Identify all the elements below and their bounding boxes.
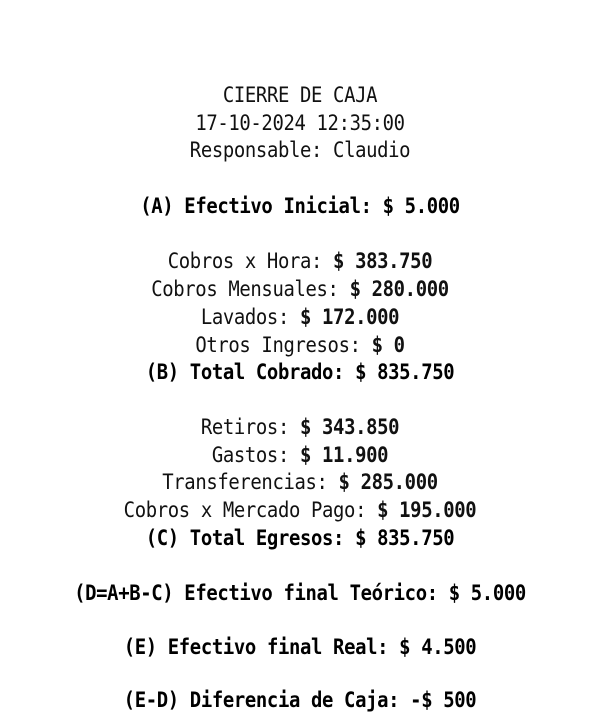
costs-row	[30, 441, 570, 469]
mercado-pago-row	[30, 496, 570, 524]
total-collected-label: (B) Total Cobrado:	[145, 360, 356, 384]
hourly-collections-label: Cobros x Hora:	[167, 249, 334, 273]
cash-difference-label: (E-D) Diferencia de Caja:	[123, 688, 411, 712]
transfers-row	[30, 468, 570, 496]
monthly-collections-row	[30, 275, 570, 303]
initial-cash-row	[30, 192, 570, 220]
total-collected-amount: $ 835.750	[355, 360, 455, 384]
cash-difference-amount: -$ 500	[410, 688, 477, 712]
initial-cash-amount: $ 5.000	[382, 194, 460, 218]
cash-difference-row	[30, 686, 570, 714]
initial-cash-label: (A) Efectivo Inicial:	[140, 194, 383, 218]
total-expenses-label: (C) Total Egresos:	[145, 526, 356, 550]
theoretical-final-cash-label: (D=A+B-C) Efectivo final Teórico:	[74, 581, 449, 605]
total-expenses-row	[30, 524, 570, 552]
hourly-collections-row	[30, 247, 570, 275]
transfers-amount: $ 285.000	[338, 470, 438, 494]
real-final-cash-amount: $ 4.500	[399, 635, 477, 659]
total-collected-row	[30, 358, 570, 386]
receipt-datetime: 17-10-2024 12:35:00	[195, 111, 405, 135]
washes-row	[30, 303, 570, 331]
theoretical-final-cash-amount: $ 5.000	[448, 581, 526, 605]
receipt-responsible: Responsable: Claudio	[189, 138, 411, 162]
costs-label: Gastos:	[211, 443, 300, 467]
real-final-cash-label: (E) Efectivo final Real:	[123, 635, 400, 659]
withdrawals-amount: $ 343.850	[300, 415, 400, 439]
monthly-collections-label: Cobros Mensuales:	[151, 277, 350, 301]
costs-amount: $ 11.900	[300, 443, 389, 467]
withdrawals-label: Retiros:	[200, 415, 300, 439]
other-income-label: Otros Ingresos:	[195, 333, 372, 357]
transfers-label: Transferencias:	[162, 470, 339, 494]
other-income-amount: $ 0	[371, 333, 405, 357]
hourly-collections-amount: $ 383.750	[333, 249, 433, 273]
withdrawals-row	[30, 413, 570, 441]
monthly-collections-amount: $ 280.000	[349, 277, 449, 301]
receipt-title: CIERRE DE CAJA	[222, 83, 378, 107]
mercado-pago-label: Cobros x Mercado Pago:	[123, 498, 378, 522]
theoretical-final-cash-row	[30, 579, 570, 607]
washes-amount: $ 172.000	[300, 305, 400, 329]
total-expenses-amount: $ 835.750	[355, 526, 455, 550]
washes-label: Lavados:	[200, 305, 300, 329]
other-income-row	[30, 331, 570, 359]
mercado-pago-amount: $ 195.000	[377, 498, 477, 522]
real-final-cash-row	[30, 633, 570, 661]
